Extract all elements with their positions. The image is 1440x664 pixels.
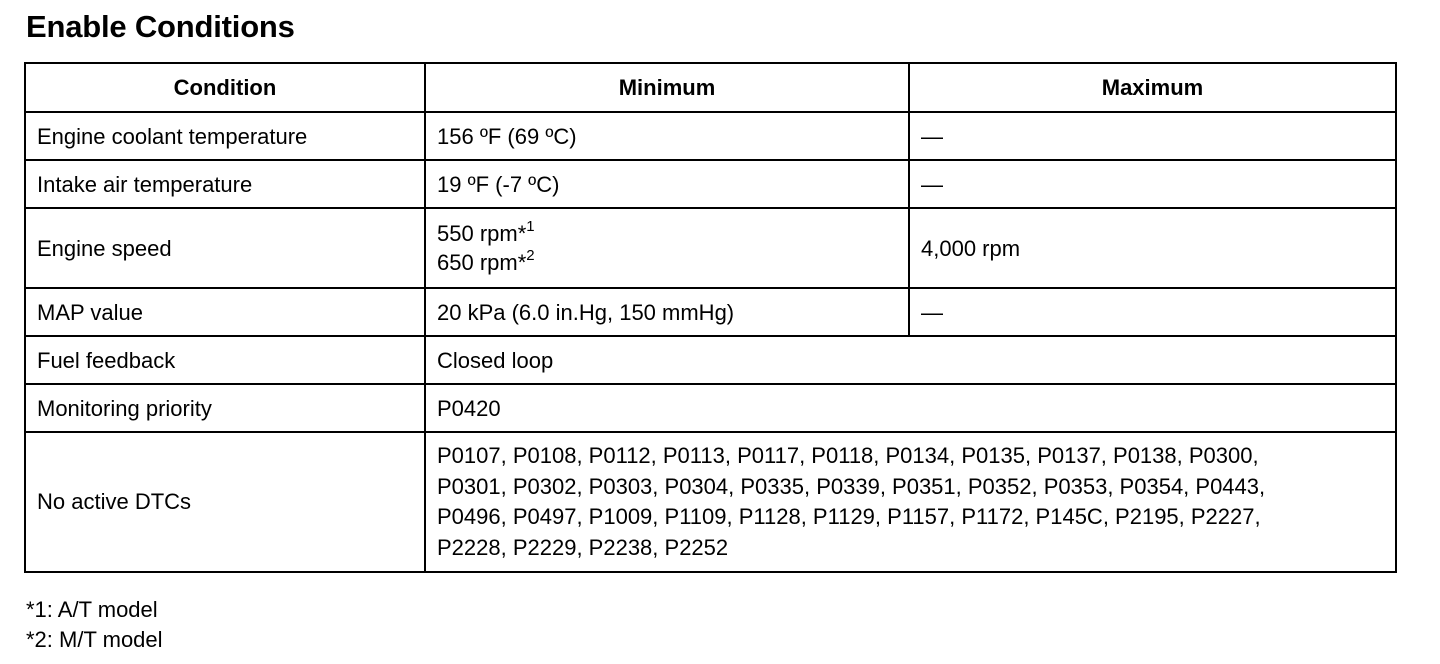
table-row — [25, 288, 1396, 336]
table-row — [25, 432, 1396, 572]
dtc-list-line: P0496, P0497, P1009, P1109, P1128, P1129, P1157, P1172, P145C, P2195, P2227, — [437, 504, 1261, 529]
maximum-cell: — — [909, 112, 1396, 160]
maximum-cell: — — [909, 288, 1396, 336]
footnote-ref: 1 — [526, 217, 535, 235]
value-cell: Closed loop — [425, 336, 1396, 384]
footnote: *1: A/T model — [26, 597, 158, 622]
condition-cell: Intake air temperature — [25, 160, 425, 208]
header-maximum: Maximum — [909, 63, 1396, 112]
condition-cell: Monitoring priority — [25, 384, 425, 432]
table-row — [25, 112, 1396, 160]
minimum-cell — [425, 208, 909, 288]
condition-cell: MAP value — [25, 288, 425, 336]
maximum-cell: 4,000 rpm — [909, 208, 1396, 288]
footnote: *2: M/T model — [26, 627, 163, 652]
table-row — [25, 384, 1396, 432]
condition-cell: Fuel feedback — [25, 336, 425, 384]
minimum-line-at — [437, 219, 897, 248]
dtc-list-line: P2228, P2229, P2238, P2252 — [437, 534, 729, 560]
dtc-list-line: P0107, P0108, P0112, P0113, P0117, P0118, P0134, P0135, P0137, P0138, P0300, — [437, 443, 1259, 468]
minimum-cell: 19 ºF (-7 ºC) — [425, 160, 909, 208]
footnote-ref: 2 — [526, 246, 535, 264]
minimum-value: 550 rpm* — [437, 221, 527, 246]
footnotes — [26, 595, 163, 655]
condition-cell: No active DTCs — [25, 432, 425, 572]
condition-cell: Engine speed — [25, 208, 425, 288]
table-row — [25, 160, 1396, 208]
dtc-list-cell — [425, 432, 1396, 572]
dtc-list-line: P0301, P0302, P0303, P0304, P0335, P0339, P0351, P0352, P0353, P0354, P0443, — [437, 473, 1266, 499]
table-row — [25, 336, 1396, 384]
enable-conditions-table — [24, 62, 1397, 573]
condition-cell: Engine coolant temperature — [25, 112, 425, 160]
maximum-cell: — — [909, 160, 1396, 208]
header-condition: Condition — [25, 63, 425, 112]
table-header-row — [25, 63, 1396, 112]
page-title: Enable Conditions — [26, 9, 295, 44]
table-row — [25, 208, 1396, 288]
value-cell: P0420 — [425, 384, 1396, 432]
minimum-cell: 20 kPa (6.0 in.Hg, 150 mmHg) — [425, 288, 909, 336]
minimum-line-mt — [437, 248, 897, 277]
header-minimum: Minimum — [425, 63, 909, 112]
minimum-cell: 156 ºF (69 ºC) — [425, 112, 909, 160]
minimum-value: 650 rpm* — [437, 250, 527, 275]
